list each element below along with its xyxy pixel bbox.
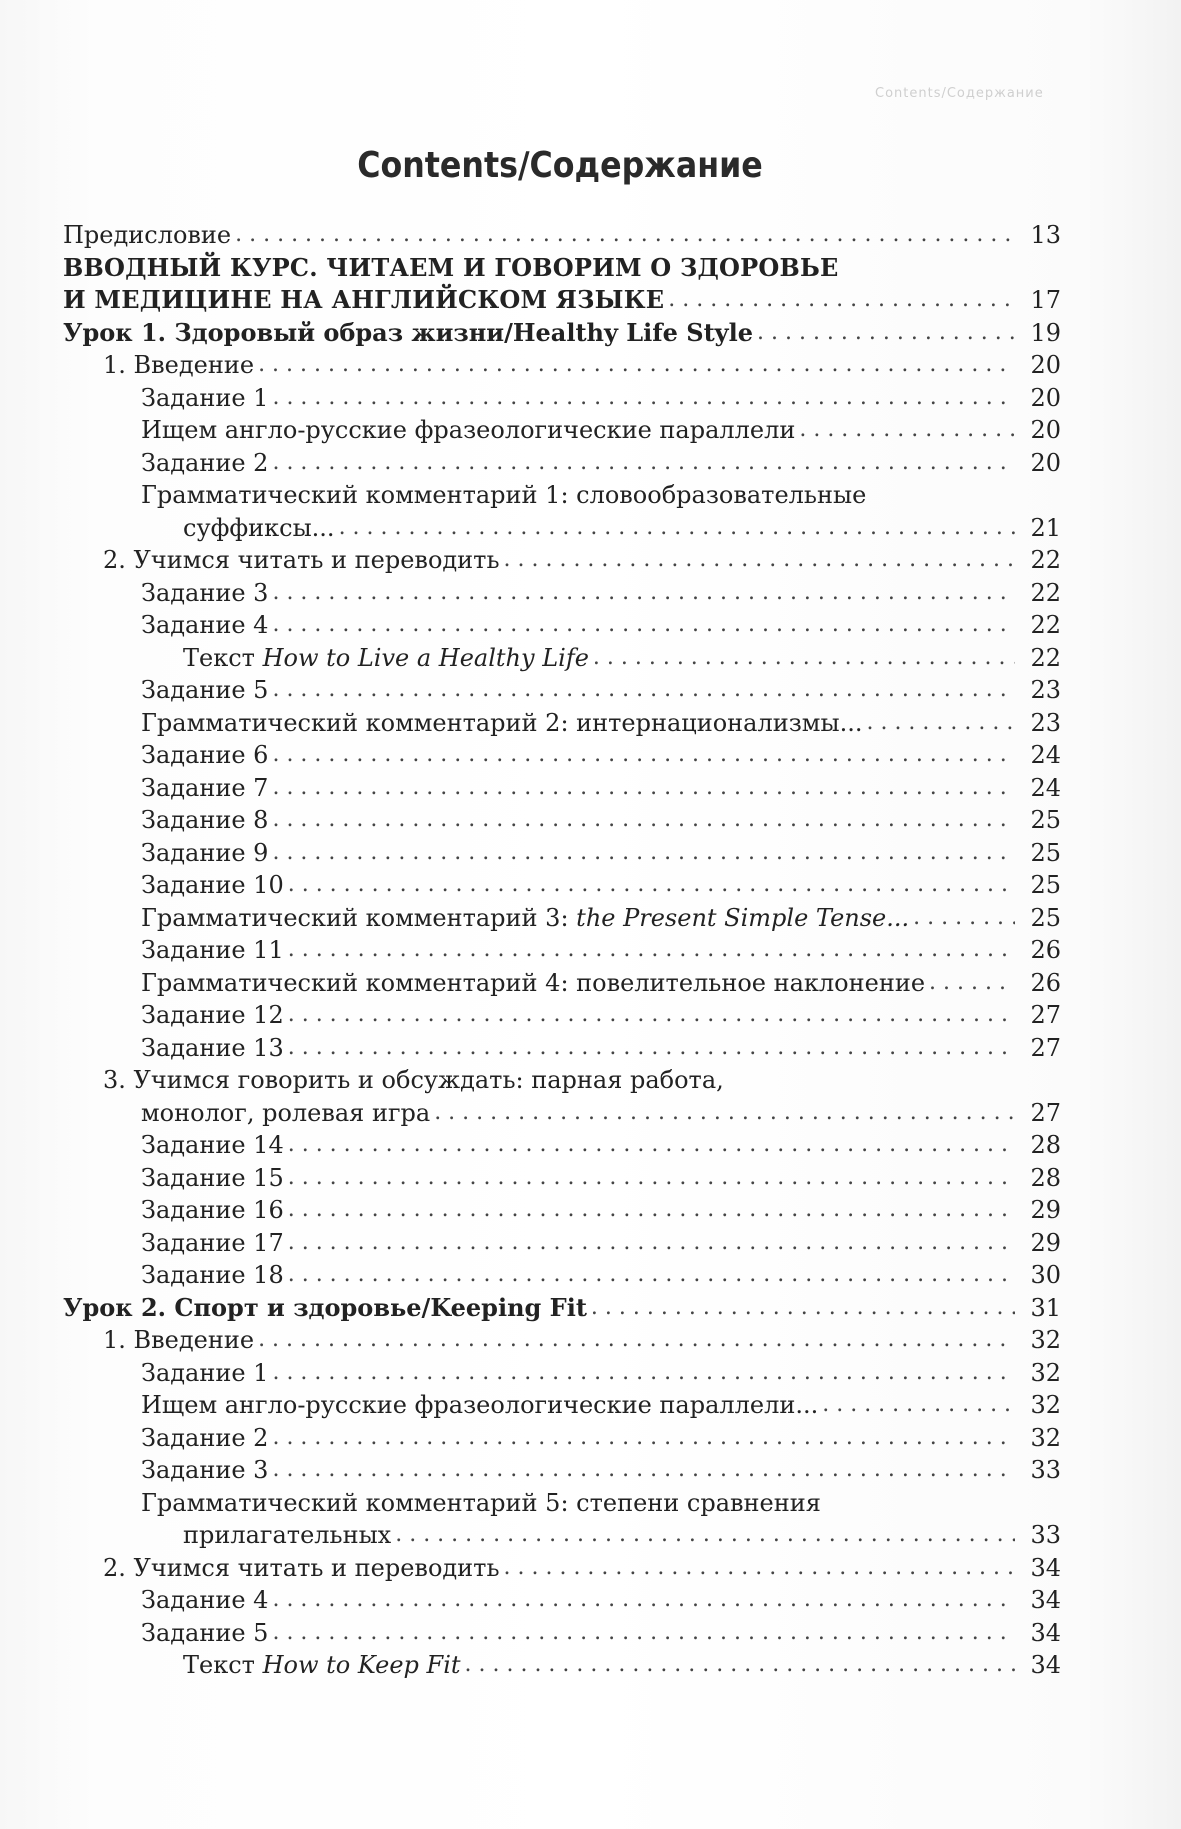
toc-entry-italic-text: How to Keep Fit [262,1651,461,1680]
toc-entry[interactable] [63,1032,1061,1065]
toc-entry-text: Задание 2 [141,448,269,477]
toc-entry-text: Ищем англо-русские фразеологические параллели... [141,1391,819,1420]
toc-page-number: 34 [1030,1586,1061,1615]
toc-entry-title [141,1194,284,1226]
dot-leader [288,1162,1015,1194]
toc-entry-title [183,1519,391,1551]
toc-entry-text: суффиксы... [183,513,335,542]
dot-leader [288,999,1015,1031]
toc-entry-text: Задание 11 [141,936,284,965]
toc-entry-text: Задание 15 [141,1163,284,1192]
toc-entry-text: Задание 10 [141,871,284,900]
toc-entry[interactable] [63,1227,1061,1260]
toc-entry-title [141,1454,268,1486]
toc-entry-title [141,1487,1061,1519]
toc-page-number: 23 [1030,708,1061,737]
toc-entry-text: Задание 8 [141,806,269,835]
dot-leader [272,804,1015,836]
dot-leader [504,1552,1015,1584]
toc-entry-text: Задание 9 [141,838,269,867]
toc-entry[interactable] [63,1649,1061,1682]
toc-entry-title [141,609,268,641]
toc-entry[interactable] [63,577,1061,610]
dot-leader [504,544,1015,576]
toc-page-number: 29 [1030,1228,1061,1257]
dot-leader [272,447,1015,479]
toc-entry-title [141,1097,430,1129]
toc-page-number: 34 [1030,1651,1061,1680]
toc-entry-title [141,999,284,1031]
toc-entry[interactable] [63,1129,1061,1162]
toc-entry-text: Задание 12 [141,1001,284,1030]
toc-entry[interactable] [63,414,1061,447]
toc-entry[interactable] [63,869,1061,902]
toc-page-number: 26 [1030,968,1061,997]
dot-leader [288,934,1015,966]
dot-leader [272,739,1015,771]
toc-entry-title [103,1324,254,1356]
toc-entry-title [103,1552,500,1584]
toc-entry-title [183,1649,461,1681]
dot-leader [272,1357,1015,1389]
toc-entry[interactable] [63,674,1061,707]
toc-entry-title [141,902,909,934]
toc-entry[interactable] [63,902,1061,935]
toc-entry-text: Задание 6 [141,741,269,770]
toc-entry-title [141,1617,268,1649]
toc-entry-title [141,1422,268,1454]
toc-entry-text: Ищем англо-русские фразеологические параллели [141,416,796,445]
toc-page-number: 28 [1030,1163,1061,1192]
dot-leader [288,1129,1015,1161]
toc-entry[interactable] [63,642,1061,675]
toc-entry[interactable] [63,609,1061,642]
dot-leader [272,772,1015,804]
toc-entry[interactable] [63,1422,1061,1455]
toc-entry-title [141,804,268,836]
dot-leader [668,284,1015,316]
toc-entry[interactable] [63,1259,1061,1292]
dot-leader [913,902,1015,934]
running-head: Contents/Содержание [875,86,1044,100]
toc-entry-title [141,1162,284,1194]
toc-entry-text: Задание 18 [141,1261,284,1290]
toc-page-number: 20 [1030,448,1061,477]
toc-page-number: 27 [1030,1001,1061,1030]
toc-page-number: 22 [1030,578,1061,607]
toc-entry-italic-text: the Present Simple Tense... [576,903,910,932]
toc-entry[interactable] [63,512,1061,545]
toc-entry[interactable] [63,1487,1061,1520]
dot-leader [288,1194,1015,1226]
toc-entry-title [141,382,268,414]
toc-entry-title [141,869,284,901]
dot-leader [757,317,1015,349]
toc-page-number: 13 [1030,221,1061,250]
toc-entry-text: Задание 3 [141,578,269,607]
toc-page-number: 25 [1030,838,1061,867]
toc-entry[interactable] [63,252,1061,285]
toc-page-number: 25 [1030,871,1061,900]
dot-leader [591,1292,1015,1324]
toc-entry-text: Грамматический комментарий 3: [141,903,569,932]
toc-entry-title [141,1584,268,1616]
table-of-contents [63,219,1061,1682]
toc-entry-text: Задание 3 [141,1456,269,1485]
toc-entry-text: Задание 2 [141,1423,269,1452]
toc-page-number: 27 [1030,1098,1061,1127]
dot-leader [272,1584,1015,1616]
toc-entry[interactable] [63,349,1061,382]
toc-entry-text: 2. Учимся читать и переводить [103,1553,500,1582]
toc-page-number: 19 [1030,318,1061,347]
toc-page-number: 34 [1030,1553,1061,1582]
toc-entry-text: Задание 1 [141,383,269,412]
toc-page-number: 22 [1030,611,1061,640]
toc-entry[interactable] [63,317,1061,350]
dot-leader [288,1032,1015,1064]
toc-entry-text: Задание 13 [141,1033,284,1062]
dot-leader [593,642,1015,674]
toc-entry-title [141,772,268,804]
toc-entry-text: Текст [183,1651,255,1680]
toc-page-number: 22 [1030,643,1061,672]
dot-leader [288,1227,1015,1259]
dot-leader [272,674,1015,706]
toc-entry-title [141,739,268,771]
toc-entry-title [63,219,231,251]
toc-page-number: 20 [1030,416,1061,445]
toc-page-number: 28 [1030,1131,1061,1160]
toc-page-number: 26 [1030,936,1061,965]
dot-leader [235,219,1015,251]
toc-page-number: 29 [1030,1196,1061,1225]
toc-entry-text: 2. Учимся читать и переводить [103,546,500,575]
toc-entry[interactable] [63,1064,1061,1097]
toc-entry-title [141,414,795,446]
toc-entry-text: Урок 1. Здоровый образ жизни/Healthy Life Style [63,317,753,347]
toc-entry-title [141,1032,284,1064]
dot-leader [288,869,1015,901]
toc-page-number: 32 [1030,1391,1061,1420]
toc-page-number: 24 [1030,741,1061,770]
toc-entry[interactable] [63,999,1061,1032]
toc-entry[interactable] [63,1292,1061,1325]
toc-entry-text: прилагательных [183,1521,392,1550]
toc-entry[interactable] [63,934,1061,967]
toc-page-number: 23 [1030,676,1061,705]
dot-leader [465,1649,1015,1681]
dot-leader [434,1097,1015,1129]
toc-entry-text: Задание 4 [141,611,269,640]
toc-entry[interactable] [63,382,1061,415]
toc-entry-text: Задание 5 [141,1618,269,1647]
toc-entry[interactable] [63,1617,1061,1650]
toc-page-number: 33 [1030,1456,1061,1485]
toc-entry-text: И МЕДИЦИНЕ НА АНГЛИЙСКОМ ЯЗЫКЕ [63,285,665,315]
toc-entry-title [141,479,1061,511]
toc-entry[interactable] [63,1389,1061,1422]
dot-leader [258,1324,1015,1356]
toc-entry-text: Задание 1 [141,1358,269,1387]
toc-entry-text: Задание 16 [141,1196,284,1225]
toc-entry-text: 1. Введение [103,1326,255,1355]
toc-page-number: 20 [1030,383,1061,412]
toc-page-number: 30 [1030,1261,1061,1290]
toc-entry[interactable] [63,1324,1061,1357]
toc-entry-text: 3. Учимся говорить и обсуждать: парная работа, [103,1066,724,1095]
toc-entry-title [141,934,284,966]
dot-leader [272,837,1015,869]
toc-entry-text: Задание 4 [141,1586,269,1615]
toc-entry-text: монолог, ролевая игра [141,1098,431,1127]
toc-entry-title [141,447,268,479]
dot-leader [822,1389,1015,1421]
toc-entry[interactable] [63,284,1061,317]
toc-entry[interactable] [63,219,1061,252]
toc-entry-title [141,1259,284,1291]
toc-entry-title [141,1227,284,1259]
toc-page-number: 25 [1030,903,1061,932]
toc-page-number: 31 [1030,1293,1061,1322]
toc-entry-title [141,1129,284,1161]
toc-entry-text: Текст [183,643,255,672]
toc-entry[interactable] [63,1552,1061,1585]
toc-entry[interactable] [63,967,1061,1000]
toc-page-number: 27 [1030,1033,1061,1062]
toc-entry-title [103,544,500,576]
toc-entry-text: Грамматический комментарий 4: повелительное наклонение [141,968,926,997]
toc-entry-text: Урок 2. Спорт и здоровье/Keeping Fit [63,1292,587,1322]
toc-entry[interactable] [63,804,1061,837]
dot-leader [272,1617,1015,1649]
toc-entry-title [63,1292,587,1324]
toc-entry-title [63,284,664,316]
toc-entry-text: Грамматический комментарий 2: интернационализмы... [141,708,863,737]
dot-leader [272,1422,1015,1454]
toc-entry-title [141,967,925,999]
toc-entry-title [103,1064,1061,1096]
toc-entry-text: 1. Введение [103,351,255,380]
toc-entry-text: Грамматический комментарий 1: словообразовательные [141,481,867,510]
toc-page-number: 17 [1030,286,1061,315]
toc-entry-title [141,577,268,609]
dot-leader [929,967,1015,999]
toc-entry-title [141,1357,268,1389]
toc-entry-title [103,349,254,381]
toc-entry-text: Задание 5 [141,676,269,705]
toc-entry[interactable] [63,837,1061,870]
toc-entry[interactable] [63,1454,1061,1487]
toc-entry-text: Предисловие [63,221,232,250]
toc-page-number: 32 [1030,1358,1061,1387]
dot-leader [272,609,1015,641]
toc-entry[interactable] [63,447,1061,480]
toc-entry[interactable] [63,739,1061,772]
toc-entry-text: Грамматический комментарий 5: степени сравнения [141,1488,821,1517]
toc-entry[interactable] [63,1357,1061,1390]
dot-leader [258,349,1015,381]
toc-entry[interactable] [63,772,1061,805]
toc-entry-title [141,707,862,739]
toc-page-number: 21 [1030,513,1061,542]
toc-entry-title [183,512,335,544]
toc-entry[interactable] [63,1584,1061,1617]
dot-leader [272,1454,1015,1486]
dot-leader [272,382,1015,414]
page-title: Contents/Содержание [357,145,763,186]
dot-leader [288,1259,1015,1291]
toc-entry[interactable] [63,707,1061,740]
dot-leader [799,414,1015,446]
toc-page-number: 25 [1030,806,1061,835]
dot-leader [395,1519,1015,1551]
toc-entry-text: ВВОДНЫЙ КУРС. ЧИТАЕМ И ГОВОРИМ О ЗДОРОВЬЕ [63,252,839,282]
toc-entry-title [141,837,268,869]
toc-page-number: 20 [1030,351,1061,380]
toc-entry[interactable] [63,1519,1061,1552]
toc-entry-text: Задание 7 [141,773,269,802]
toc-entry[interactable] [63,1162,1061,1195]
toc-entry[interactable] [63,544,1061,577]
toc-entry-title [183,642,589,674]
dot-leader [272,577,1015,609]
toc-page-number: 24 [1030,773,1061,802]
toc-page-number: 33 [1030,1521,1061,1550]
toc-page-number: 34 [1030,1618,1061,1647]
toc-entry[interactable] [63,1194,1061,1227]
toc-entry-title [141,674,268,706]
dot-leader [339,512,1015,544]
dot-leader [866,707,1015,739]
toc-entry-title [63,317,753,349]
toc-page-number: 32 [1030,1423,1061,1452]
toc-page-number: 32 [1030,1326,1061,1355]
toc-entry-text: Задание 14 [141,1131,284,1160]
toc-page-number: 22 [1030,546,1061,575]
toc-entry-text: Задание 17 [141,1228,284,1257]
toc-entry[interactable] [63,1097,1061,1130]
toc-entry-title [141,1389,818,1421]
toc-entry[interactable] [63,479,1061,512]
toc-entry-italic-text: How to Live a Healthy Life [262,643,589,672]
toc-entry-title [63,252,1061,284]
